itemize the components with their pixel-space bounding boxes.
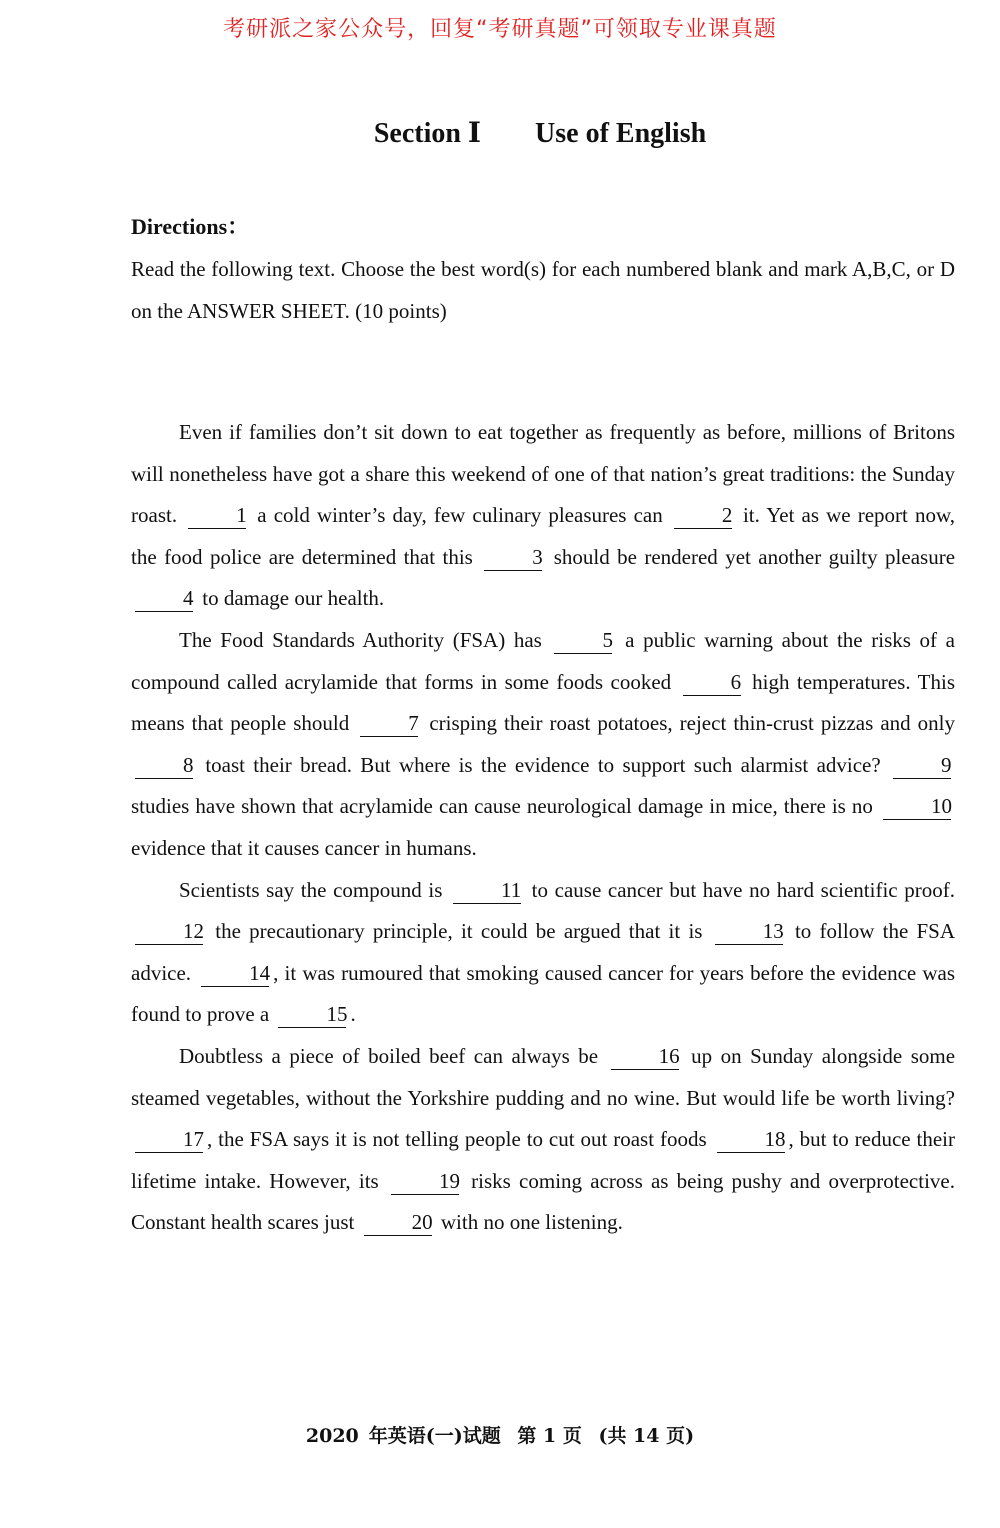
text-segment: a public warning about the risks of a compound called acrylamide that forms in some foods cooked — [131, 627, 956, 694]
paragraph-2 — [131, 620, 955, 870]
blank-14: 14 — [201, 960, 269, 987]
text-segment: The Food Standards Authority (FSA) has — [179, 627, 542, 652]
footer-subject: 年英语(一)试题 — [368, 1425, 501, 1447]
blank-6: 6 — [683, 669, 741, 696]
blank-15: 15 — [278, 1001, 346, 1028]
text-segment: , the FSA says it is not telling people to cut out roast foods — [207, 1127, 707, 1152]
blank-3: 3 — [484, 544, 542, 571]
text-segment: with no one listening. — [440, 1210, 623, 1235]
blank-12: 12 — [135, 918, 203, 945]
text-segment: to cause cancer but have no hard scientific proof. — [531, 877, 955, 902]
blank-10: 10 — [883, 793, 951, 820]
text-segment: a cold winter’s day, few culinary pleasures can — [257, 503, 663, 528]
blank-5: 5 — [554, 627, 612, 654]
blank-19: 19 — [391, 1168, 459, 1195]
text-segment: high temperatures. This means that people should — [131, 669, 956, 736]
page-footer — [0, 1421, 1000, 1448]
footer-page: 第 1 页 — [517, 1425, 582, 1447]
text-segment: Doubtless a piece of boiled beef can always be — [179, 1043, 599, 1068]
paragraph-4 — [131, 1036, 955, 1244]
directions-label: Directions： — [131, 214, 250, 239]
text-segment: should be rendered yet another guilty pleasure — [553, 544, 956, 569]
text-segment: Scientists say the compound is — [179, 877, 443, 902]
cloze-passage — [131, 412, 955, 1244]
blank-2: 2 — [674, 502, 732, 529]
text-segment: toast their bread. But where is the evidence to support such alarmist advice? — [205, 752, 881, 777]
text-segment: crisping their roast potatoes, reject thin-crust pizzas and only — [429, 711, 956, 736]
text-segment: to follow the FSA advice. — [131, 919, 956, 985]
blank-13: 13 — [715, 918, 783, 945]
text-segment: up on Sunday alongside some steamed vegetables, without the Yorkshire pudding and no wine. But would life be worth living? — [131, 1043, 956, 1110]
blank-18: 18 — [717, 1126, 785, 1153]
blank-1: 1 — [188, 502, 246, 529]
blank-11: 11 — [453, 877, 521, 904]
text-segment: to damage our health. — [202, 586, 385, 611]
text-segment: Even if families don’t sit down to eat together as frequently as before, millions of Britons will nonetheless have got a share this weekend of one of that nation’s great traditions: the Sunday roast. — [131, 420, 955, 528]
blank-9: 9 — [893, 752, 951, 779]
text-segment: the precautionary principle, it could be argued that it is — [215, 919, 703, 944]
blank-16: 16 — [611, 1043, 679, 1070]
directions-text: Read the following text. Choose the best word(s) for each numbered blank and mark A,B,C, or D on the ANSWER SHEET. (10 points) — [131, 257, 955, 323]
section-title — [0, 116, 1000, 150]
text-segment: , it was rumoured that smoking caused cancer for years before the evidence was found to prove a — [131, 960, 955, 1027]
section-numeral: Ⅰ — [467, 118, 482, 149]
section-name: Use of English — [535, 118, 707, 149]
footer-total: (共 14 页) — [598, 1425, 695, 1447]
text-segment: . — [350, 1002, 356, 1027]
text-segment: studies have shown that acrylamide can cause neurological damage in mice, there is no — [131, 794, 873, 819]
watermark-banner: 考研派之家公众号，回复“考研真题”可领取专业课真题 — [223, 17, 777, 42]
paragraph-1 — [131, 412, 955, 620]
blank-17: 17 — [135, 1126, 203, 1153]
paragraph-3 — [131, 870, 955, 1036]
section-label: Section — [373, 118, 461, 149]
blank-8: 8 — [135, 752, 193, 779]
blank-4: 4 — [135, 585, 193, 612]
text-segment: evidence that it causes cancer in humans. — [131, 835, 477, 860]
footer-year: 2020 — [305, 1425, 359, 1447]
text-segment: it. Yet as we report now, the food police are determined that this — [131, 503, 956, 569]
text-segment: , but to reduce their lifetime intake. However, its — [131, 1127, 955, 1193]
blank-20: 20 — [364, 1209, 432, 1236]
blank-7: 7 — [360, 710, 418, 737]
text-segment: risks coming across as being pushy and overprotective. Constant health scares just — [131, 1168, 955, 1235]
